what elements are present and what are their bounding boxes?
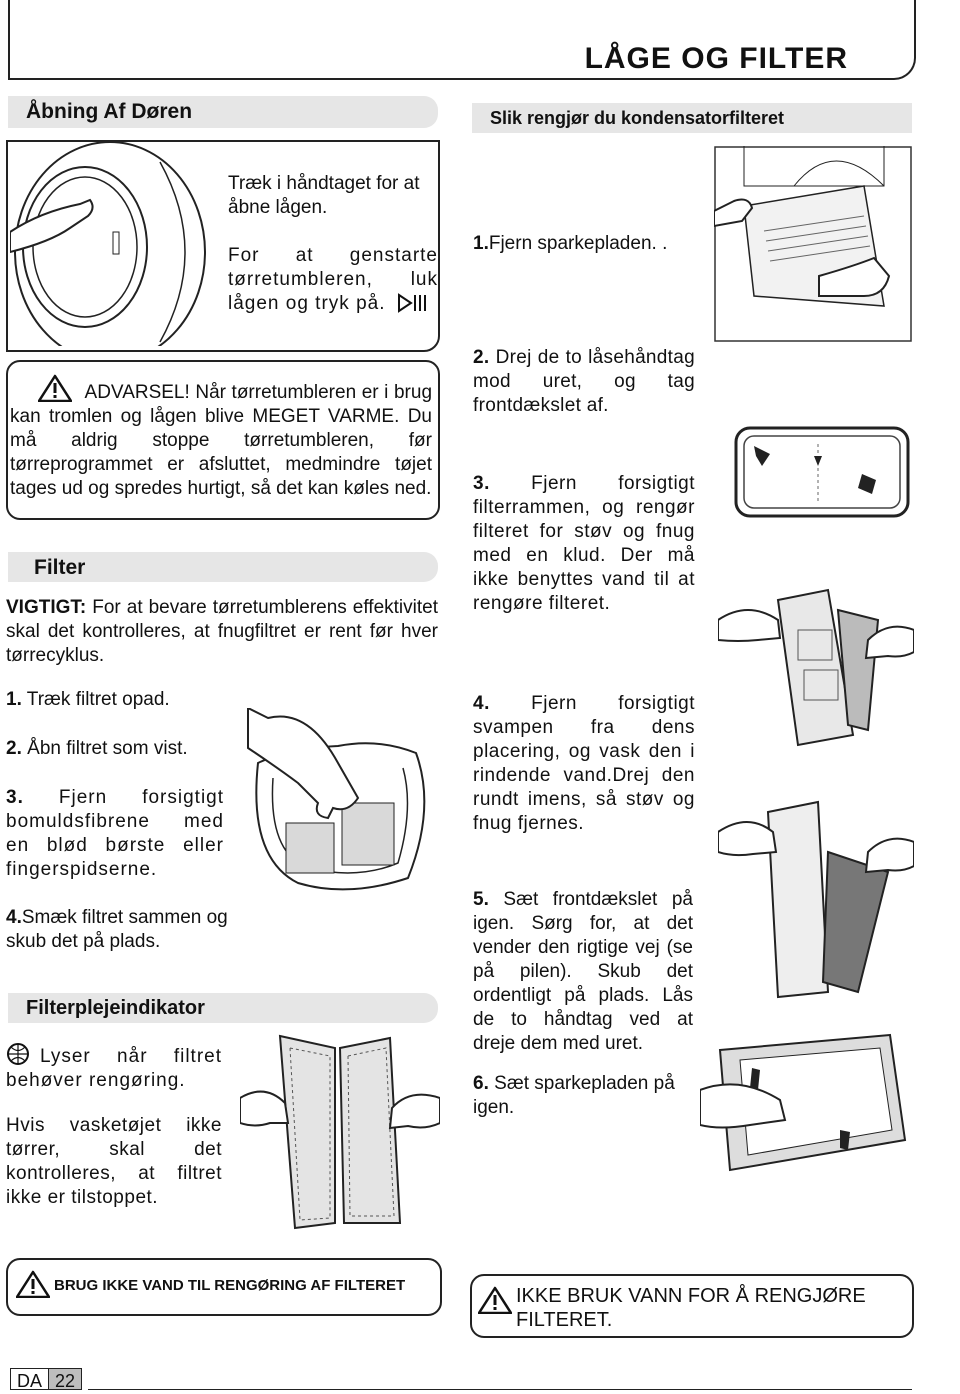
lint-filter-illustration xyxy=(238,708,438,898)
indicator-heading: Filterplejeindikator xyxy=(26,997,205,1019)
sponge-illustration xyxy=(718,792,914,1012)
warning-triangle-icon xyxy=(38,374,72,402)
door-text-2 xyxy=(228,244,438,316)
warning-text-block xyxy=(10,374,432,501)
step-number: 4. xyxy=(6,907,22,928)
warning-label: ADVARSEL! xyxy=(84,382,190,403)
footer-rule xyxy=(88,1389,912,1390)
warning-triangle-icon xyxy=(478,1286,512,1314)
play-pause-icon xyxy=(398,293,428,313)
filter-heading: Filter xyxy=(34,556,86,579)
condenser-step-1 xyxy=(473,232,713,256)
important-block xyxy=(6,596,438,668)
filter-frame-illustration xyxy=(718,570,914,750)
condenser-step-2 xyxy=(473,346,695,418)
filter-indicator-icon xyxy=(6,1042,30,1066)
condenser-step-6 xyxy=(473,1072,695,1120)
important-label: VIGTIGT: xyxy=(6,597,87,618)
page-number: 22 xyxy=(49,1368,82,1390)
condenser-step-5 xyxy=(473,888,693,1056)
filter-step-1 xyxy=(6,688,226,712)
step-text: Fjern forsigtigt svampen fra dens placering, og vask den i rindende vand.Drej den rundt imens, så støv og fnug fjernes. xyxy=(473,693,696,834)
condenser-step-3 xyxy=(473,472,695,616)
step-text: Fjern forsigtigt bomuldsfibrene med en blød børste eller fingerspidserne. xyxy=(6,787,225,880)
step-text: Åbn filtret som vist. xyxy=(27,738,188,759)
reinsert-cover-illustration xyxy=(700,1030,914,1180)
condenser-heading: Slik rengjør du kondensatorfilteret xyxy=(490,108,785,128)
filter-step-2 xyxy=(6,737,226,761)
warning-triangle-icon xyxy=(16,1270,50,1298)
page-title: LÅGE OG FILTER xyxy=(584,42,848,75)
step-number: 1. xyxy=(6,689,22,710)
step-text: Drej de to låsehåndtag mod uret, og tag frontdækslet af. xyxy=(473,347,695,416)
door-heading: Åbning Af Døren xyxy=(26,100,193,123)
door-heading-band xyxy=(8,96,438,128)
indicator-text-2: Hvis vasketøjet ikke tørrer, skal det kontrolleres, at filtret ikke er tilstoppet. xyxy=(6,1115,222,1208)
door-illustration xyxy=(10,142,220,346)
step-text: Træk filtret opad. xyxy=(26,689,170,710)
kickplate-illustration xyxy=(714,146,912,342)
page-footer xyxy=(10,1368,82,1390)
step-number: 2. xyxy=(6,738,22,759)
condenser-heading-band xyxy=(472,103,912,133)
step-text: Smæk filtret sammen og skub det på plads. xyxy=(6,907,228,952)
step-number: 4. xyxy=(473,693,490,714)
important-text: For at bevare tørretumblerens effektivitet skal det kontrolleres, at fnugfiltret er rent før hver tørrecyklus. xyxy=(6,597,438,666)
door-text-2-label: For at genstarte tørretumbleren, luk lågen og tryk på. xyxy=(228,245,438,314)
footer-warning-right-box xyxy=(470,1274,914,1338)
step-number: 6. xyxy=(473,1073,489,1094)
indicator-text-block xyxy=(6,1042,222,1093)
step-text: Sæt sparkepladen på igen. xyxy=(473,1073,675,1118)
footer-warning-left: BRUG IKKE VAND TIL RENGØRING AF FILTERET xyxy=(54,1277,406,1294)
step-number: 1. xyxy=(473,233,489,254)
footer-warning-left-box xyxy=(6,1258,442,1316)
indicator-heading-band xyxy=(8,993,438,1023)
step-number: 2. xyxy=(473,347,490,368)
step-text: Fjern forsigtigt filterrammen, og rengør filteret for støv og fnug med en klud. Der må ikke benyttes vand til at rengøre filteret. xyxy=(473,473,696,614)
indicator-text: Lyser når filtret behøver rengøring. xyxy=(6,1046,222,1091)
filter-heading-band xyxy=(8,552,438,582)
step-number: 3. xyxy=(6,787,24,808)
step-text: Sæt frontdækslet på igen. Sørg for, at det vender den rigtige vej (se på pilen). Skub det ordentligt på plads. Lås de to håndtag ved at dreje dem med uret. xyxy=(473,889,694,1054)
condenser-step-4 xyxy=(473,692,695,836)
open-filter-illustration xyxy=(240,1028,440,1233)
filter-step-3 xyxy=(6,786,224,882)
language-code: DA xyxy=(10,1368,49,1390)
warning-text: Når tørretumbleren er i brug kan tromlen og lågen blive MEGET VARME. Du må aldrig stoppe tørretumbleren, før tørreprogrammet er afsluttet, medmindre tøjet tages ud og spredes hurtigt, så det kan køles ned. xyxy=(10,382,433,499)
step-number: 3. xyxy=(473,473,490,494)
filter-step-4 xyxy=(6,906,228,954)
front-cover-illustration xyxy=(734,426,910,518)
step-number: 5. xyxy=(473,889,489,910)
step-text: Fjern sparkepladen. . xyxy=(488,233,668,254)
door-text-1: Træk i håndtaget for at åbne lågen. xyxy=(228,173,420,218)
footer-warning-right: IKKE BRUK VANN FOR Å RENGJØRE FILTERET. xyxy=(516,1285,866,1331)
